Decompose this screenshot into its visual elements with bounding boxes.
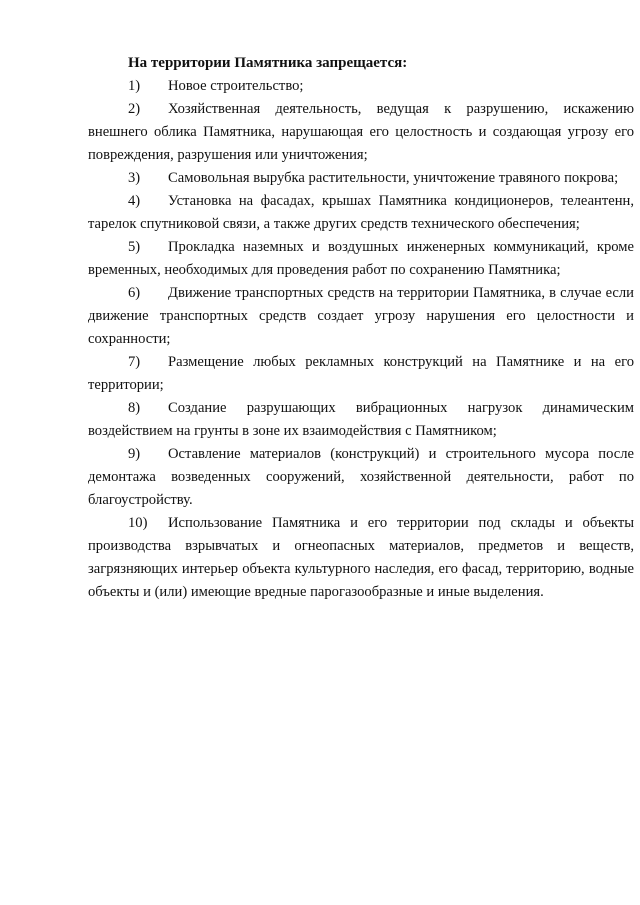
list-item-text: Использование Памятника и его территории под склады и объекты производства взрывчатых и огнеопасных материалов, предметов и веществ, загрязняющих интерьер объекта культурного наследия, его фасад, территорию, водные объекты и (или) имеющие вредные парогазообразные и иные выделения. bbox=[88, 515, 634, 600]
list-item-text: Прокладка наземных и воздушных инженерных коммуникаций, кроме временных, необходимых для проведения работ по сохранению Памятника; bbox=[88, 239, 634, 278]
list-item-number: 10) bbox=[128, 515, 148, 531]
list-item bbox=[88, 98, 634, 167]
list-item-text: Оставление материалов (конструкций) и строительного мусора после демонтажа возведенных сооружений, хозяйственной деятельности, работ по благоустройству. bbox=[88, 446, 634, 508]
list-item-number: 1) bbox=[128, 78, 141, 94]
document-page bbox=[88, 52, 634, 604]
list-item-text: Движение транспортных средств на территории Памятника, в случае если движение транспортных средств создает угрозу нарушения его целостности и сохранности; bbox=[88, 285, 634, 347]
list-item-number: 7) bbox=[128, 354, 141, 370]
list-item-text: Новое строительство; bbox=[168, 78, 304, 94]
list-item-number: 3) bbox=[128, 170, 141, 186]
list-item bbox=[88, 397, 634, 443]
list-item bbox=[88, 236, 634, 282]
list-item-text: Хозяйственная деятельность, ведущая к разрушению, искажению внешнего облика Памятника, нарушающая его целостность и создающая угрозу его повреждения, разрушения или уничтожения; bbox=[88, 101, 634, 163]
list-item bbox=[88, 167, 634, 190]
list-item bbox=[88, 190, 634, 236]
list-item-number: 5) bbox=[128, 239, 141, 255]
list-item-text: Установка на фасадах, крышах Памятника кондиционеров, телеантенн, тарелок спутниковой связи, а также других средств технического обеспечения; bbox=[88, 193, 634, 232]
list-item-text: Размещение любых рекламных конструкций на Памятнике и на его территории; bbox=[88, 354, 634, 393]
list-item-number: 6) bbox=[128, 285, 141, 301]
list-item-text: Самовольная вырубка растительности, уничтожение травяного покрова; bbox=[168, 170, 619, 186]
list-item bbox=[88, 443, 634, 512]
list-item-text: Создание разрушающих вибрационных нагрузок динамическим воздействием на грунты в зоне их взаимодействия с Памятником; bbox=[88, 400, 634, 439]
list-item-number: 8) bbox=[128, 400, 141, 416]
list-item bbox=[88, 75, 634, 98]
list-item bbox=[88, 512, 634, 604]
document-heading: На территории Памятника запрещается: bbox=[128, 55, 408, 71]
list-item-number: 9) bbox=[128, 446, 141, 462]
list-item-number: 4) bbox=[128, 193, 141, 209]
list-item bbox=[88, 282, 634, 351]
list-item-number: 2) bbox=[128, 101, 141, 117]
list-item bbox=[88, 351, 634, 397]
